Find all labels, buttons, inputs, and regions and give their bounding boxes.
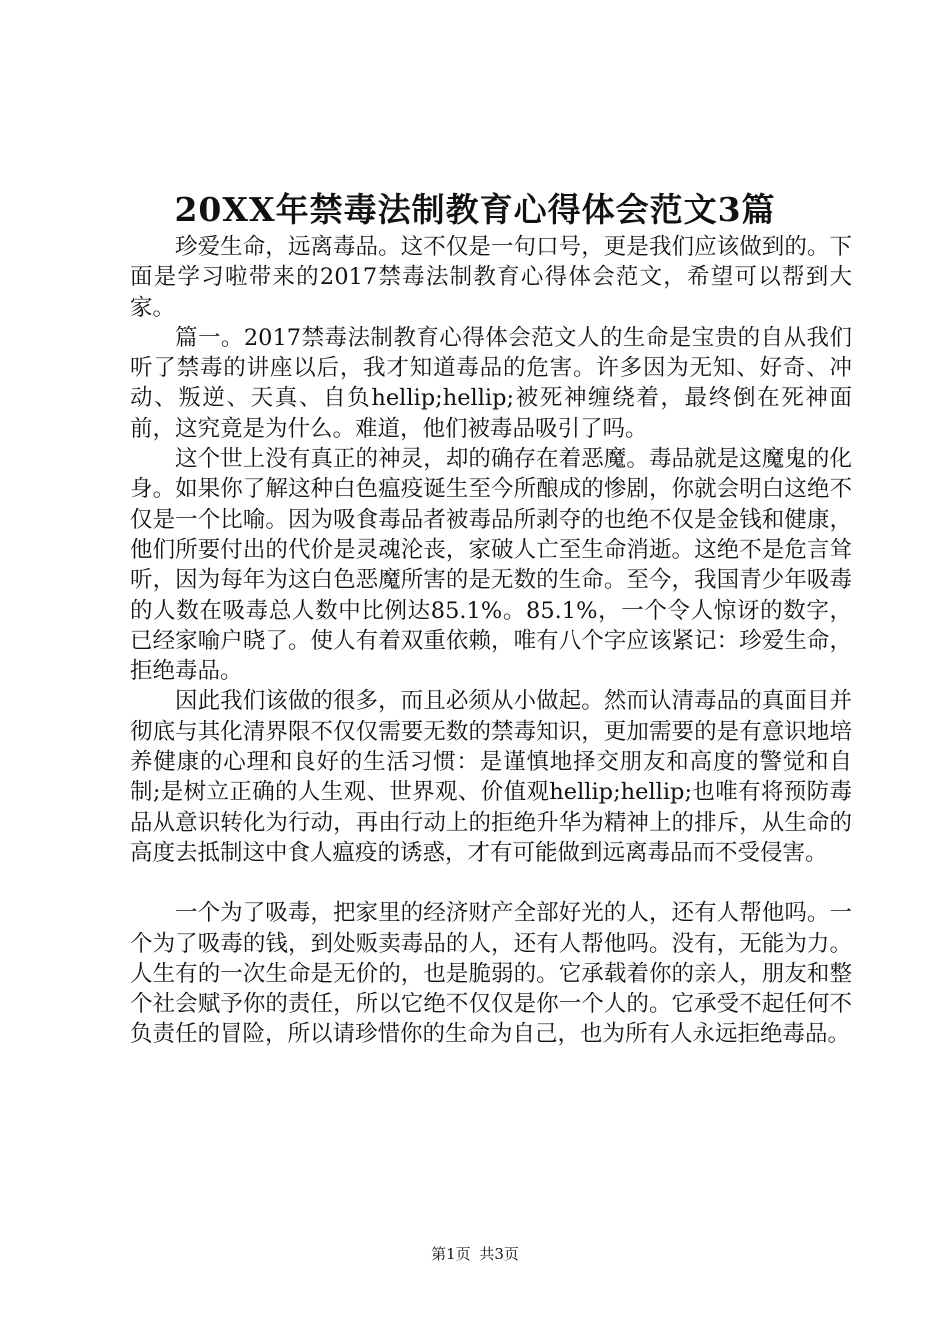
document-title: 20XX年禁毒法制教育心得体会范文3篇 xyxy=(174,190,776,229)
page-footer xyxy=(0,1244,950,1264)
paragraph-1: 篇一。2017禁毒法制教育心得体会范文人的生命是宝贵的自从我们听了禁毒的讲座以后，我才知道毒品的危害。许多因为无知、好奇、冲动、叛逆、天真、自负hellip;hellip;被死神缠绕着，最终倒在死神面前，这究竟是为什么。难道，他们被毒品吸引了吗。 xyxy=(130,324,852,442)
paragraph-2: 这个世上没有真正的神灵，却的确存在着恶魔。毒品就是这魔鬼的化身。如果你了解这种白色瘟疫诞生至今所酿成的惨剧，你就会明白这绝不仅是一个比喻。因为吸食毒品者被毒品所剥夺的也绝不仅是金钱和健康，他们所要付出的代价是灵魂沦丧，家破人亡至生命消逝。这绝不是危言耸听，因为每年为这白色恶魔所害的是无数的生命。至今，我国青少年吸毒的人数在吸毒总人数中比例达85.1%。85.1%，一个令人惊讶的数字，已经家喻户晓了。使人有着双重依赖，唯有八个字应该紧记：珍爱生命，拒绝毒品。 xyxy=(130,446,852,685)
paragraph-3: 因此我们该做的很多，而且必须从小做起。然而认清毒品的真面目并彻底与其化清界限不仅仅需要无数的禁毒知识，更加需要的是有意识地培养健康的心理和良好的生活习惯：是谨慎地择交朋友和高度的警觉和自制;是树立正确的人生观、世界观、价值观hellip;hellip;也唯有将预防毒品从意识转化为行动，再由行动上的拒绝升华为精神上的排斥，从生命的高度去抵制这中食人瘟疫的诱惑，才有可能做到远离毒品而不受侵害。 xyxy=(130,688,852,866)
page-number: 第1页 xyxy=(431,1245,471,1263)
page-total: 共3页 xyxy=(479,1245,519,1263)
paragraph-4: 一个为了吸毒，把家里的经济财产全部好光的人，还有人帮他吗。一个为了吸毒的钱，到处贩卖毒品的人，还有人帮他吗。没有，无能为力。人生有的一次生命是无价的，也是脆弱的。它承载着你的亲人，朋友和整个社会赋予你的责任，所以它绝不仅仅是你一个人的。它承受不起任何不负责任的冒险，所以请珍惜你的生命为自己，也为所有人永远拒绝毒品。 xyxy=(130,900,852,1048)
document-body xyxy=(130,232,852,1050)
paragraph-intro: 珍爱生命，远离毒品。这不仅是一句口号，更是我们应该做到的。下面是学习啦带来的2017禁毒法制教育心得体会范文，希望可以帮到大家。 xyxy=(130,234,852,321)
paragraph-spacer xyxy=(130,868,852,898)
